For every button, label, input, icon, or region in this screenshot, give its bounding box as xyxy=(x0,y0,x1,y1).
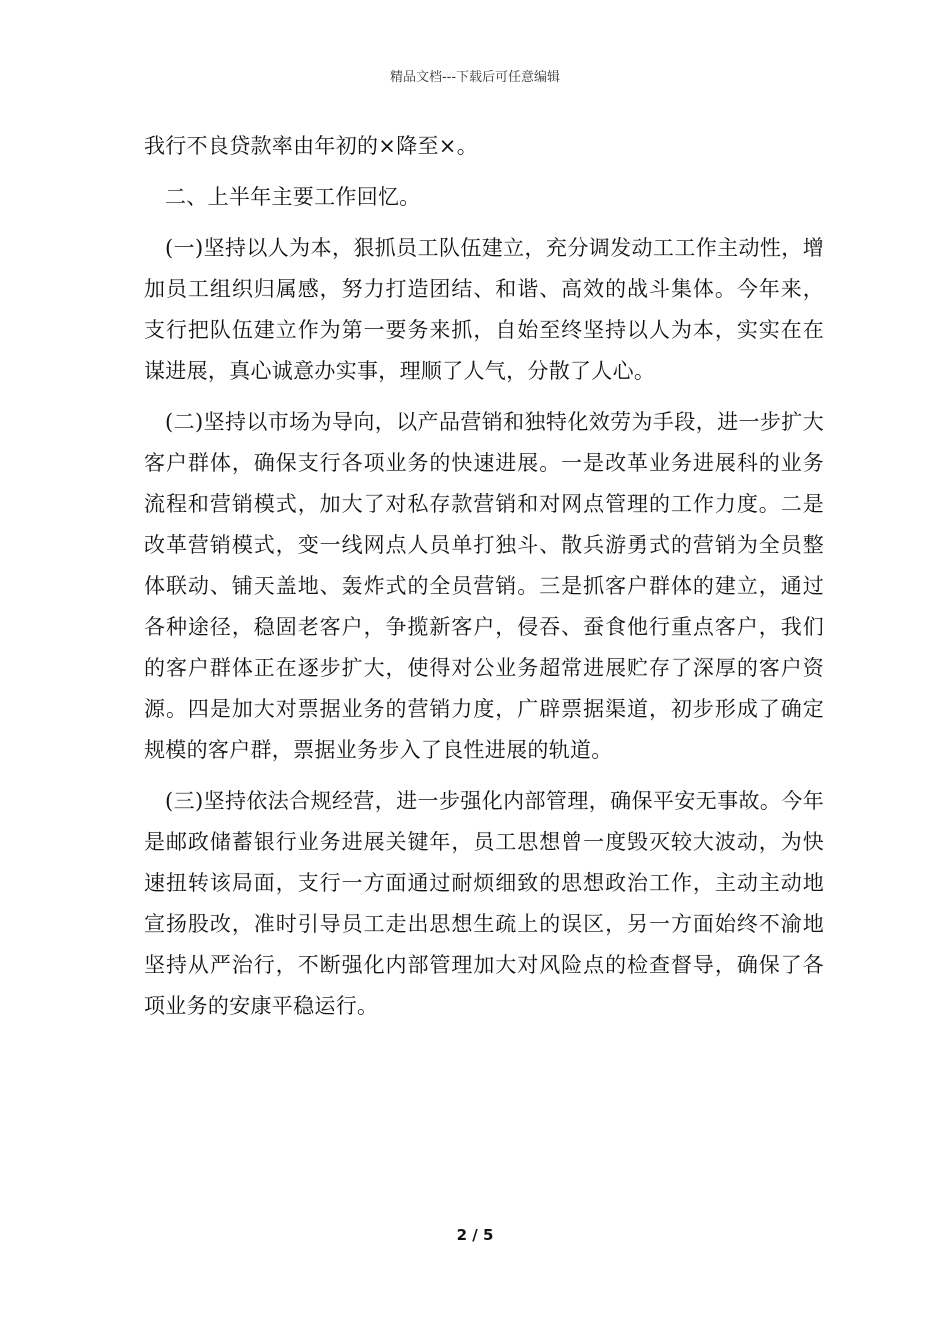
paragraph-compliance: (三)坚持依法合规经营，进一步强化内部管理，确保平安无事故。今年是邮政储蓄银行业务进展关键年，员工思想曾一度毁灭较大波动，为快速扭转该局面，支行一方面通过耐烦细致的思想政治工作，主动主动地宣扬股改，准时引导员工走出思想生疏上的误区，另一方面始终不渝地坚持从严治行，不断强化内部管理加大对风险点的检查督导，确保了各项业务的安康平稳运行。 xyxy=(144,789,824,1018)
paragraph-staff-building: (一)坚持以人为本，狠抓员工队伍建立，充分调发动工工作主动性，增加员工组织归属感，努力打造团结、和谐、高效的战斗集体。今年来，支行把队伍建立作为第一要务来抓，自始至终坚持以人为本，实实在在谋进展，真心诚意办实事，理顺了人气，分散了人心。 xyxy=(144,236,824,383)
document-body xyxy=(144,126,824,1027)
page-header: 精品文档---下载后可任意编辑 xyxy=(389,70,561,85)
page-number: 2 / 5 xyxy=(456,1226,494,1244)
paragraph-market-orientation: (二)坚持以市场为导向，以产品营销和独特化效劳为手段，进一步扩大客户群体，确保支行各项业务的快速进展。一是改革业务进展科的业务流程和营销模式，加大了对私存款营销和对网点管理的工作力度。二是改革营销模式，变一线网点人员单打独斗、散兵游勇式的营销为全员整体联动、铺天盖地、轰炸式的全员营销。三是抓客户群体的建立，通过各种途径，稳固老客户，争揽新客户，侵吞、蚕食他行重点客户，我们的客户群体正在逐步扩大，使得对公业务超常进展贮存了深厚的客户资源。四是加大对票据业务的营销力度，广辟票据渠道，初步形成了确定规模的客户群，票据业务步入了良性进展的轨道。 xyxy=(144,410,824,762)
section-heading: 二、上半年主要工作回忆。 xyxy=(165,185,421,209)
paragraph-continuation: 我行不良贷款率由年初的×降至×。 xyxy=(144,134,478,158)
